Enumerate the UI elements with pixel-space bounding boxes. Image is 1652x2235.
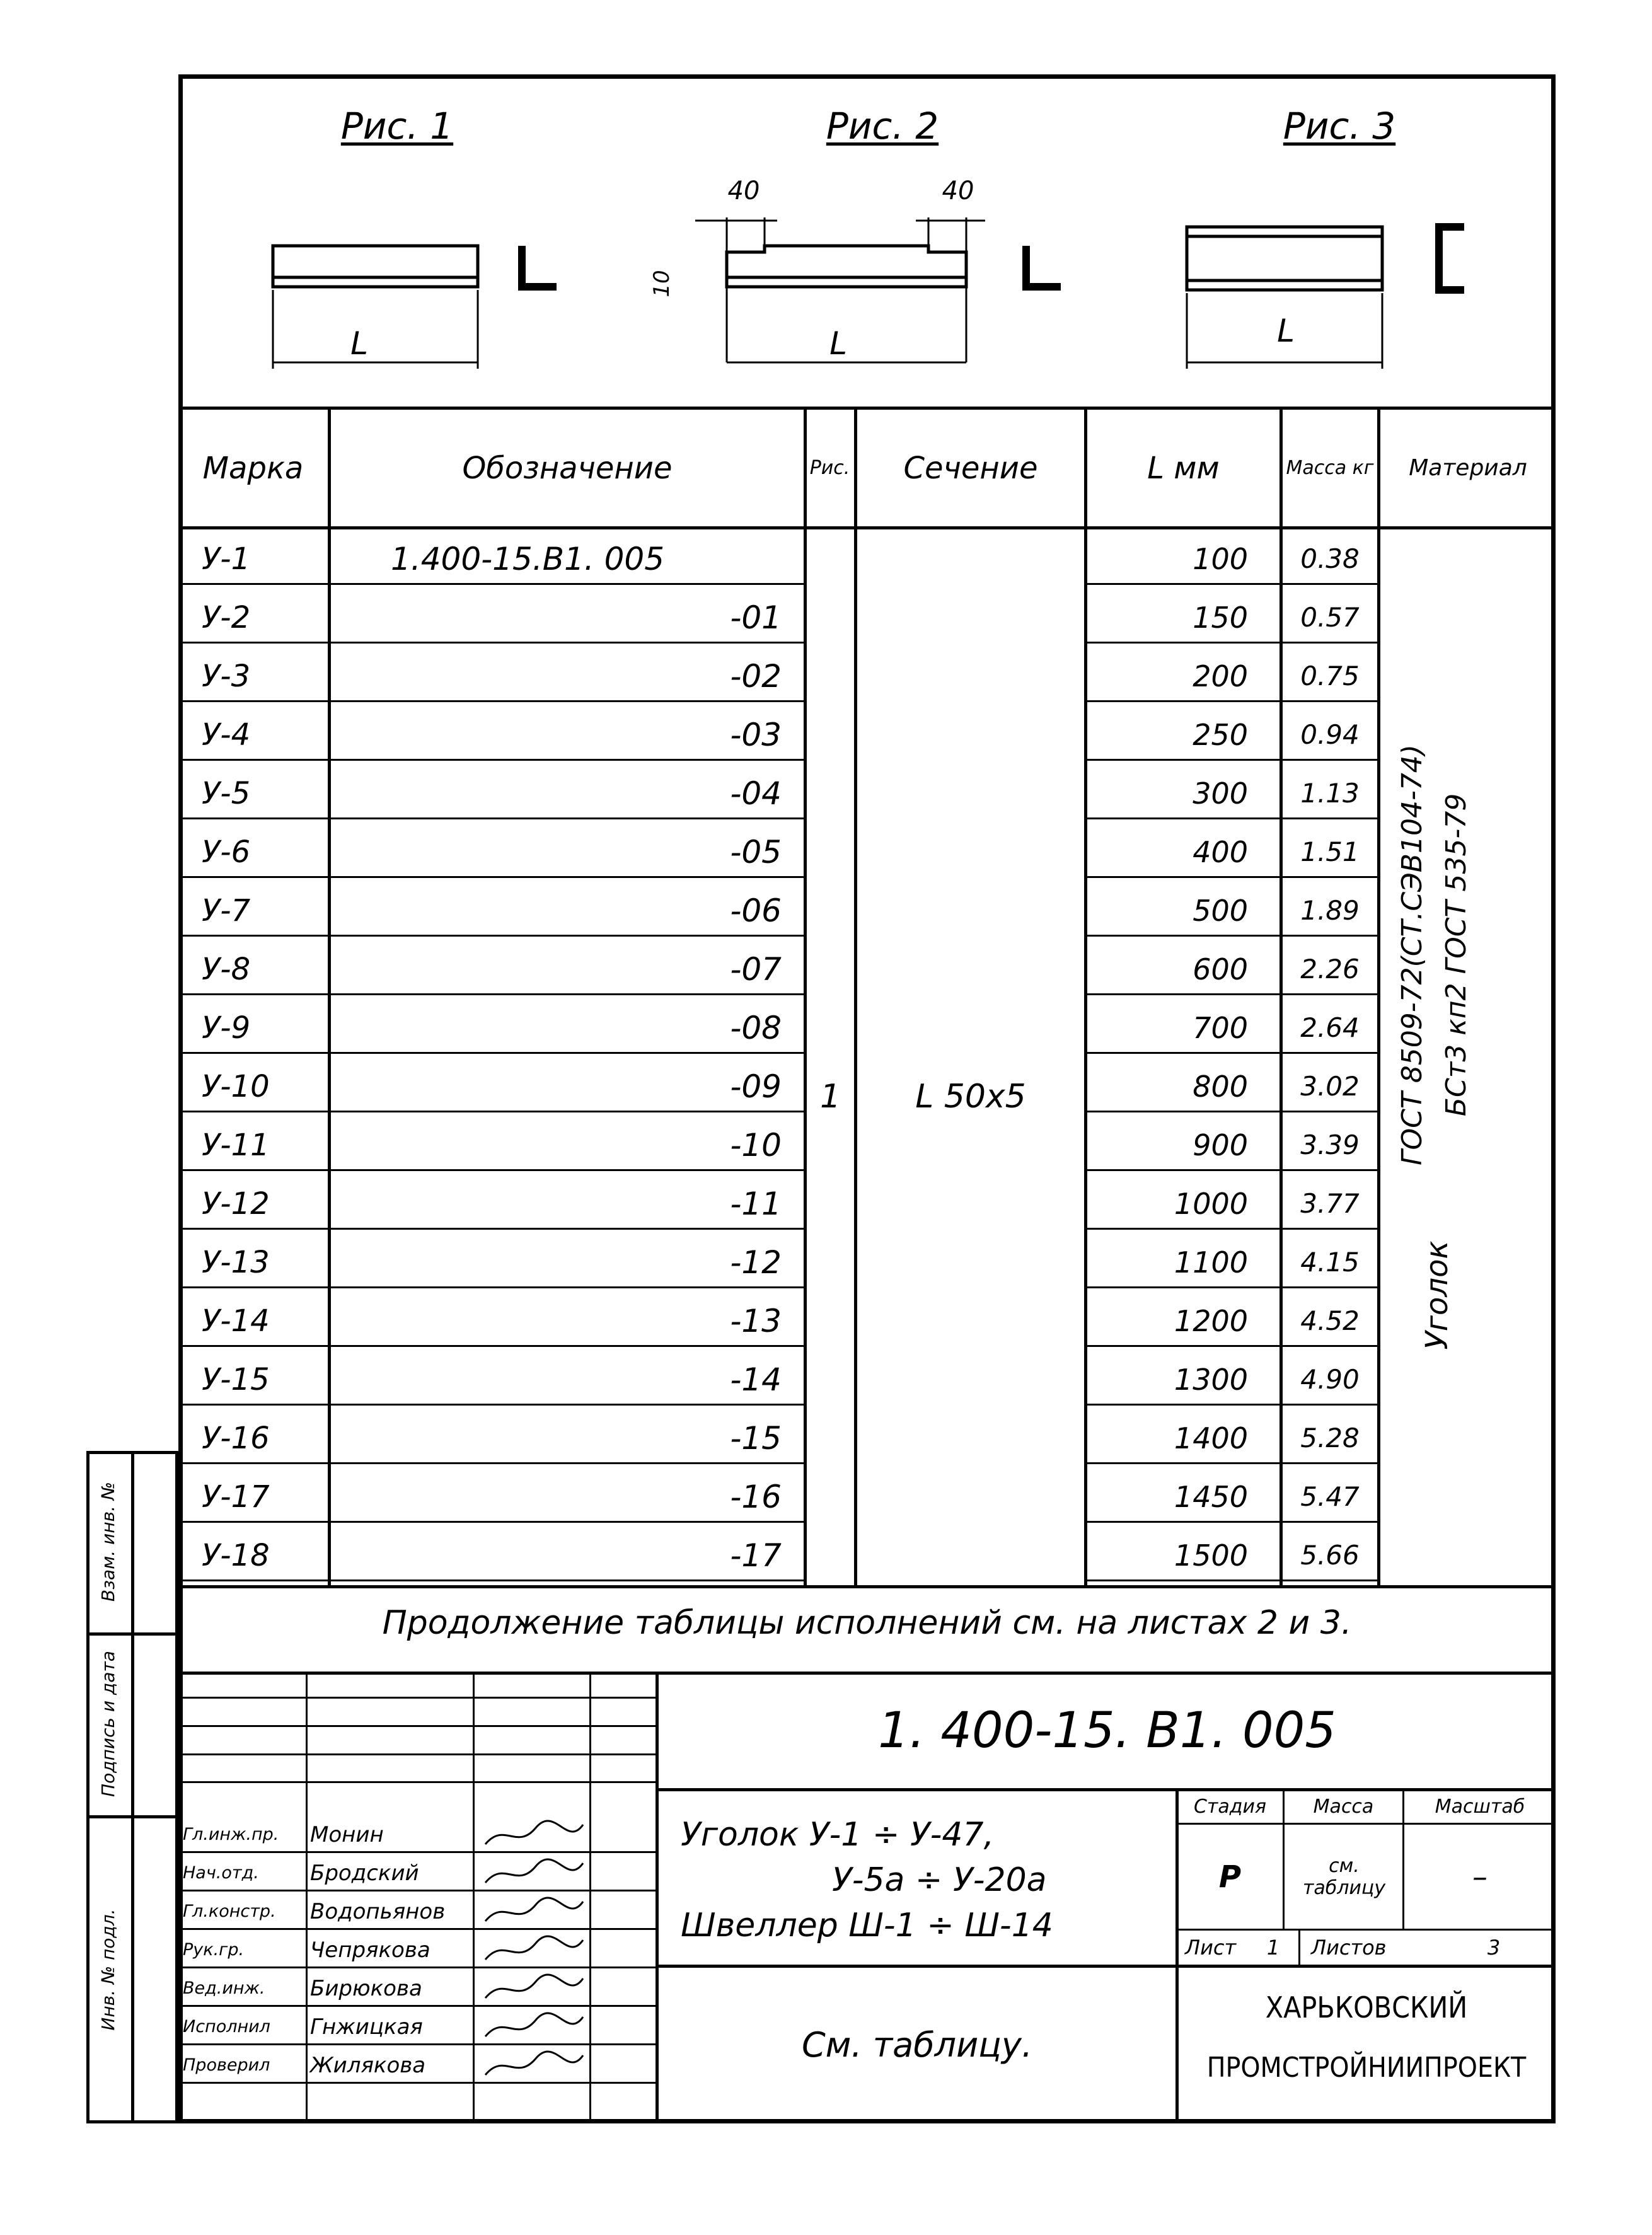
row-designation: -15 (730, 1419, 782, 1457)
row-underline (1087, 1286, 1279, 1288)
fig3-title: Рис. 3 (1283, 105, 1396, 147)
row-designation: -13 (730, 1302, 782, 1339)
fig1-dim-l: L (350, 325, 368, 362)
sheet-value: 1 (1266, 1935, 1280, 1960)
row-underline (331, 1228, 804, 1230)
row-designation: -08 (730, 1009, 782, 1046)
row-designation: -16 (730, 1478, 782, 1515)
row-underline (331, 993, 804, 995)
row-mark: У-1 (202, 541, 251, 577)
row-length: 250 (1193, 717, 1248, 752)
row-mass: 0.75 (1300, 661, 1360, 691)
row-designation: -02 (730, 657, 782, 695)
row-mark: У-16 (202, 1420, 270, 1456)
row-underline (182, 1228, 328, 1230)
mass-header: Масса (1313, 1795, 1374, 1818)
material-type: Уголок (1419, 1240, 1455, 1350)
row-mass: 0.94 (1300, 719, 1360, 750)
sig-role: Проверил (183, 2055, 270, 2075)
row-underline (1087, 1169, 1279, 1171)
row-underline (182, 876, 328, 878)
sig-name: Жилякова (310, 2052, 426, 2078)
scale-header: Масштаб (1435, 1795, 1525, 1818)
row-underline (182, 1111, 328, 1112)
sig-name: Гнжицкая (310, 2014, 423, 2040)
sig-row-line (178, 1753, 656, 1755)
fig2-dim-l: L (829, 325, 847, 362)
row-length: 150 (1193, 600, 1248, 635)
row-underline (1087, 642, 1279, 644)
org-line-1: ХАРЬКОВСКИЙ (1265, 1990, 1468, 2024)
row-mass: 1.51 (1300, 836, 1360, 867)
material-gost-top: ГОСТ 8509-72(СТ.СЭВ104-74) (1395, 744, 1428, 1165)
sig-role: Гл.констр. (183, 1902, 276, 1921)
row-mass: 0.38 (1300, 543, 1360, 574)
col-div-3 (854, 407, 857, 1585)
fig2-angle-section (1026, 246, 1061, 287)
row-underline (182, 993, 328, 995)
fig1-angle-section (522, 246, 557, 287)
row-mark: У-5 (202, 775, 251, 811)
row-mark: У-2 (202, 599, 251, 635)
row-length: 700 (1193, 1010, 1248, 1045)
material-gost-bottom: БСт3 кп2 ГОСТ 535-79 (1440, 793, 1472, 1117)
row-designation: 1.400-15.В1. 005 (391, 540, 665, 577)
row-length: 300 (1193, 776, 1248, 811)
row-length: 600 (1193, 952, 1248, 986)
row-underline (331, 583, 804, 585)
sig-row-line (178, 1697, 656, 1699)
signature-mark (479, 1931, 586, 1969)
stage-header: Стадия (1193, 1795, 1267, 1818)
mass-value: см. таблицу (1302, 1854, 1386, 1899)
signature-mark (479, 1969, 586, 2007)
row-underline (182, 1521, 328, 1523)
side-stamp-sep-2 (86, 1815, 178, 1818)
org-line-2: ПРОМСТРОЙНИИПРОЕКТ (1206, 2051, 1527, 2084)
row-mark: У-18 (202, 1537, 270, 1573)
header-designation: Обозначение (462, 450, 673, 486)
row-underline (182, 1580, 328, 1581)
row-underline (331, 1404, 804, 1406)
header-material: Материал (1409, 455, 1527, 481)
row-mass: 5.28 (1300, 1423, 1360, 1453)
row-underline (1283, 700, 1377, 702)
row-underline (331, 935, 804, 937)
section-value: L 50х5 (915, 1078, 1026, 1116)
side-stamp-vzam-inv: Взам. инв. № (97, 1481, 118, 1602)
row-mark: У-6 (202, 834, 251, 870)
row-length: 800 (1193, 1069, 1248, 1104)
sig-role: Исполнил (183, 2017, 270, 2036)
row-underline (1087, 1462, 1279, 1464)
row-underline (1283, 993, 1377, 995)
row-underline (182, 1286, 328, 1288)
signature-mark (479, 1815, 586, 1854)
sig-name: Чепрякова (310, 1937, 430, 1963)
row-length: 1000 (1174, 1186, 1248, 1221)
fig2-dim-40-right: 40 (942, 176, 974, 205)
row-mass: 4.90 (1300, 1364, 1360, 1395)
row-underline (1087, 583, 1279, 585)
row-underline (182, 583, 328, 585)
row-underline (1283, 935, 1377, 937)
fig2-dim-40-left: 40 (727, 176, 760, 205)
row-underline (1087, 1052, 1279, 1054)
stage-value: Р (1218, 1859, 1242, 1895)
sig-name: Монин (310, 1822, 384, 1847)
row-underline (331, 642, 804, 644)
row-underline (1283, 1228, 1377, 1230)
doc-code: 1. 400-15. В1. 005 (878, 1702, 1336, 1759)
row-length: 1500 (1174, 1538, 1248, 1573)
row-underline (1087, 1580, 1279, 1581)
row-underline (1283, 1286, 1377, 1288)
row-length: 100 (1193, 541, 1248, 576)
row-designation: -01 (730, 599, 782, 636)
row-mass: 5.47 (1300, 1481, 1360, 1512)
row-underline (182, 759, 328, 761)
row-underline (331, 759, 804, 761)
row-underline (331, 876, 804, 878)
row-mark: У-4 (202, 717, 251, 753)
row-underline (331, 1052, 804, 1054)
row-mark: У-12 (202, 1186, 270, 1221)
row-mass: 2.26 (1300, 954, 1360, 985)
row-underline (1087, 1228, 1279, 1230)
row-underline (1283, 876, 1377, 878)
row-length: 900 (1193, 1128, 1248, 1162)
fig3-channel-section (1439, 227, 1464, 290)
row-underline (182, 700, 328, 702)
fig3-dim-l: L (1277, 313, 1295, 349)
col-div-6 (1377, 407, 1380, 1585)
row-underline (1283, 642, 1377, 644)
row-underline (182, 1462, 328, 1464)
sig-role: Гл.инж.пр. (183, 1825, 279, 1844)
row-mark: У-9 (202, 1010, 251, 1046)
row-mark: У-14 (202, 1303, 270, 1339)
signature-mark (479, 1892, 586, 1931)
row-underline (182, 817, 328, 819)
continuation-note: Продолжение таблицы исполнений см. на листах 2 и 3. (382, 1604, 1352, 1642)
row-underline (1283, 1052, 1377, 1054)
side-stamp-podpis-data: Подпись и дата (97, 1651, 118, 1797)
row-underline (331, 1169, 804, 1171)
row-underline (1087, 993, 1279, 995)
row-underline (331, 1111, 804, 1112)
row-mark: У-13 (202, 1244, 270, 1280)
row-underline (1283, 1404, 1377, 1406)
row-designation: -14 (730, 1361, 782, 1398)
row-underline (331, 817, 804, 819)
row-designation: -04 (730, 775, 782, 812)
row-length: 1400 (1174, 1421, 1248, 1455)
title-line-2: У-5а ÷ У-20а (832, 1861, 1047, 1899)
row-mass: 1.13 (1300, 778, 1360, 809)
sheet-div (1298, 1929, 1300, 1965)
row-mass: 2.64 (1300, 1012, 1360, 1043)
row-underline (1087, 1345, 1279, 1347)
row-underline (182, 1052, 328, 1054)
fig1-angle-view (273, 246, 478, 287)
row-underline (1283, 1521, 1377, 1523)
sig-row-line (178, 1725, 656, 1727)
header-fig: Рис. (809, 457, 850, 479)
row-mass: 3.77 (1300, 1188, 1360, 1219)
row-length: 1200 (1174, 1303, 1248, 1338)
row-underline (1087, 1404, 1279, 1406)
row-designation: -05 (730, 833, 782, 870)
row-underline (1087, 700, 1279, 702)
row-underline (331, 1521, 804, 1523)
row-mark: У-10 (202, 1068, 270, 1104)
signature-mark (479, 2007, 586, 2046)
signature-mark (479, 1854, 586, 1892)
row-underline (331, 1286, 804, 1288)
sig-role: Рук.гр. (183, 1940, 245, 1960)
row-mass: 1.89 (1300, 895, 1360, 926)
row-underline (182, 642, 328, 644)
sig-role: Нач.отд. (183, 1863, 259, 1883)
row-length: 1100 (1174, 1245, 1248, 1279)
row-underline (1087, 1521, 1279, 1523)
header-mark: Марка (202, 450, 304, 486)
see-table: См. таблицу. (801, 2025, 1033, 2065)
sheets-label: Листов (1311, 1935, 1387, 1960)
sig-role: Вед.инж. (183, 1978, 265, 1998)
fig1-title: Рис. 1 (340, 105, 454, 147)
row-length: 1300 (1174, 1362, 1248, 1397)
figures-drawing (178, 158, 1556, 410)
row-underline (1087, 817, 1279, 819)
sig-name: Водопьянов (310, 1898, 446, 1924)
fig2-title: Рис. 2 (826, 105, 939, 147)
header-section: Сечение (903, 450, 1038, 486)
side-stamp-divider (131, 1451, 134, 2123)
row-length: 400 (1193, 835, 1248, 869)
row-underline (1087, 1111, 1279, 1112)
row-mark: У-3 (202, 658, 251, 694)
row-designation: -12 (730, 1244, 782, 1281)
row-mass: 3.39 (1300, 1129, 1360, 1160)
row-underline (1283, 759, 1377, 761)
sig-name: Бирюкова (310, 1975, 422, 2001)
title-line-1: Уголок У-1 ÷ У-47, (681, 1816, 995, 1854)
row-length: 1450 (1174, 1479, 1248, 1514)
row-mark: У-11 (202, 1127, 270, 1163)
sig-row-line (178, 1781, 656, 1783)
sig-name: Бродский (310, 1860, 419, 1886)
sheet-label: Лист (1185, 1935, 1237, 1960)
row-underline (182, 1404, 328, 1406)
title-line-3: Швеллер Ш-1 ÷ Ш-14 (681, 1907, 1053, 1944)
row-mass: 4.52 (1300, 1305, 1360, 1336)
row-underline (1283, 1111, 1377, 1112)
row-mass: 0.57 (1300, 602, 1360, 633)
side-stamp-inv-podl: Инв. № подл. (97, 1909, 118, 2031)
row-underline (1283, 1169, 1377, 1171)
row-designation: -11 (730, 1185, 782, 1222)
sig-col-line (589, 1672, 591, 2123)
row-length: 500 (1193, 893, 1248, 928)
row-mass: 3.02 (1300, 1071, 1360, 1102)
fig-value: 1 (819, 1078, 841, 1116)
row-underline (1283, 1345, 1377, 1347)
fig2-angle-view (727, 246, 966, 287)
row-underline (182, 1345, 328, 1347)
sig-col-line (306, 1672, 308, 2123)
row-underline (1283, 1462, 1377, 1464)
col-div-2 (804, 407, 807, 1585)
row-mark: У-17 (202, 1479, 270, 1515)
row-underline (1283, 1580, 1377, 1581)
row-underline (1087, 876, 1279, 878)
row-underline (331, 1345, 804, 1347)
row-underline (331, 1580, 804, 1581)
sig-col-line (473, 1672, 475, 2123)
signature-mark (479, 2046, 586, 2084)
header-length: L мм (1147, 450, 1220, 486)
row-mass: 4.15 (1300, 1247, 1360, 1278)
scale-value: – (1472, 1859, 1487, 1895)
row-underline (331, 1462, 804, 1464)
doc-title (681, 1812, 1172, 1963)
sheets-value: 3 (1487, 1935, 1501, 1960)
row-underline (1087, 759, 1279, 761)
row-designation: -09 (730, 1068, 782, 1105)
row-designation: -07 (730, 950, 782, 988)
row-designation: -06 (730, 892, 782, 929)
row-underline (182, 935, 328, 937)
row-mark: У-8 (202, 951, 251, 987)
row-underline (1087, 935, 1279, 937)
row-mass: 5.66 (1300, 1540, 1360, 1571)
row-underline (1283, 583, 1377, 585)
row-designation: -03 (730, 716, 782, 753)
row-underline (1283, 817, 1377, 819)
row-designation: -10 (730, 1126, 782, 1164)
row-designation: -17 (730, 1537, 782, 1574)
row-underline (182, 1169, 328, 1171)
row-mark: У-7 (202, 892, 251, 928)
row-length: 200 (1193, 659, 1248, 693)
header-mass: Масса кг (1286, 457, 1374, 479)
fig2-dim-10: 10 (649, 270, 674, 297)
row-mark: У-15 (202, 1361, 270, 1397)
row-underline (331, 700, 804, 702)
